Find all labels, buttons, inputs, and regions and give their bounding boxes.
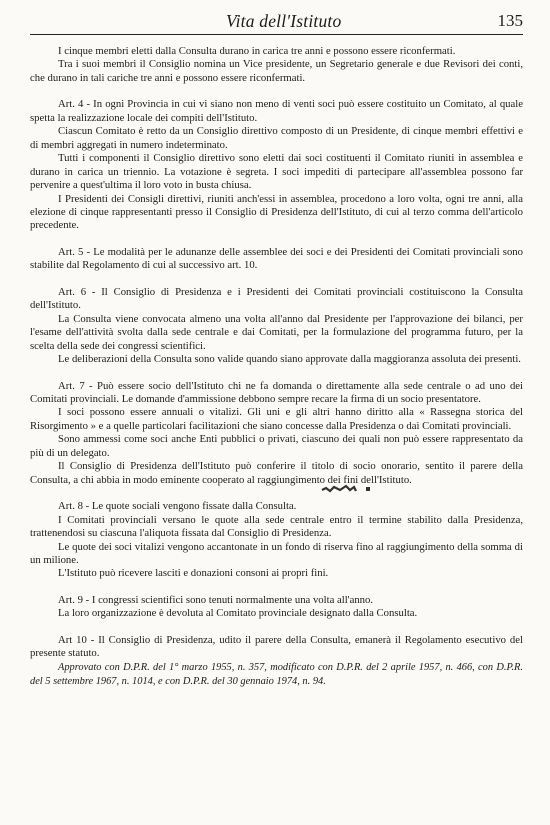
paragraph: Tra i suoi membri il Consiglio nomina un Vice presidente, un Segretario generale e due Revisori dei conti, che durano in tali cariche tre anni e possono essere riconfermati.	[30, 58, 523, 84]
running-header	[30, 10, 523, 35]
paragraph: I soci possono essere annuali o vitalizi. Gli uni e gli altri hanno diritto alla « Rassegna storica del Risorgimento » e a quelle particolari facilitazioni che siano concesse dalla Presidenza o dai Comitati provinciali.	[30, 406, 523, 432]
paragraph: I cinque membri eletti dalla Consulta durano in carica tre anni e possono essere riconfermati.	[58, 45, 456, 57]
paragraph: Art. 4 - In ogni Provincia in cui vi siano non meno di venti soci può essere costituito un Comitato, al quale spetta la realizzazione locale dei compiti dell'Istituto.	[30, 98, 523, 124]
paragraph: Art. 8 - Le quote sociali vengono fissate dalla Consulta.	[58, 500, 297, 513]
paragraph: Sono ammessi come soci anche Enti pubblici o privati, ciascuno dei quali non può essere rappresentato da più di un delegato.	[30, 433, 523, 459]
paragraph: Le deliberazioni della Consulta sono valide quando siano approvate dalla maggioranza assoluta dei presenti.	[58, 353, 521, 366]
approval-footnote: Approvato con D.P.R. del 1° marzo 1955, n. 357, modificato con D.P.R. del 2 aprile 1957, n. 466, con D.P.R. del 5 settembre 1967, n. 1014, e con D.P.R. del 30 gennaio 1974, n. 94.	[30, 661, 523, 687]
paragraph: Tutti i componenti il Consiglio direttivo sono eletti dai soci costituenti il Comitato riuniti in assemblea e durano in carica un triennio. La votazione è segreta. I soci impediti di partecipare all'assemblea possono far pervenire a quest'ultima il loro voto in busta chiusa.	[30, 152, 523, 192]
paragraph: Le quote dei soci vitalizi vengono accantonate in un fondo di riserva fino al raggiungimento della somma di un milione.	[30, 540, 523, 566]
header-title: Vita dell'Istituto	[226, 11, 342, 31]
paragraph: Il Consiglio di Presidenza dell'Istituto può conferire il titolo di socio onorario, sentito il parere della Consulta, a chi abbia in modo eminente cooperato al raggiungimento dei fini dell'Istituto.	[30, 460, 523, 486]
page-number: 135	[497, 11, 523, 30]
paragraph: L'Istituto può ricevere lasciti e donazioni consoni ai propri fini.	[58, 567, 329, 580]
ink-smudge	[320, 484, 378, 494]
paragraph: Art. 5 - Le modalità per le adunanze delle assemblee dei soci e dei Presidenti dei Comitati provinciali sono stabilite dal Regolamento di cui al successivo art. 10.	[30, 245, 523, 272]
paragraph: La Consulta viene convocata almeno una volta all'anno dal Presidente per l'approvazione dei bilanci, per l'esame dell'attività svolta dalla sede centrale e dai Comitati, per la formulazione del programma futuro, per la scelta della sede dei congressi scientifici.	[30, 312, 523, 352]
paragraph: Art. 7 - Può essere socio dell'Istituto chi ne fa domanda o direttamente alla sede centrale o ad uno dei Comitati provinciali. Le domande d'ammissione debbono sempre recare la firma di un socio presentatore.	[30, 379, 523, 405]
document-body	[30, 45, 523, 689]
paragraph: Art. 6 - Il Consiglio di Presidenza e i Presidenti dei Comitati provinciali costituiscono la Consulta dell'Istituto.	[30, 285, 523, 312]
paragraph: I Comitati provinciali versano le quote alla sede centrale entro il termine stabilito dalla Presidenza, trattenendosi su ciascuna l'aliquota fissata dal Consiglio di Presidenza.	[30, 513, 523, 540]
paragraph: Art 10 - Il Consiglio di Presidenza, udito il parere della Consulta, emanerà il Regolamento esecutivo del presente statuto.	[30, 633, 523, 660]
paragraph: I Presidenti dei Consigli direttivi, riuniti anch'essi in assemblea, procedono a loro volta, ogni tre anni, alla elezione di cinque rappresentanti presso il Consiglio di Presidenza dell'Istituto, di cui al terzo comma dell'articolo precedente.	[30, 192, 523, 232]
paragraph: La loro organizzazione è devoluta al Comitato provinciale designato dalla Consulta.	[58, 607, 418, 620]
paragraph: Ciascun Comitato è retto da un Consiglio direttivo composto di un Presidente, di cinque membri effettivi e di membri aggregati in numero indeterminato.	[30, 125, 523, 151]
paragraph: Art. 9 - I congressi scientifici sono tenuti normalmente una volta all'anno.	[58, 593, 374, 606]
